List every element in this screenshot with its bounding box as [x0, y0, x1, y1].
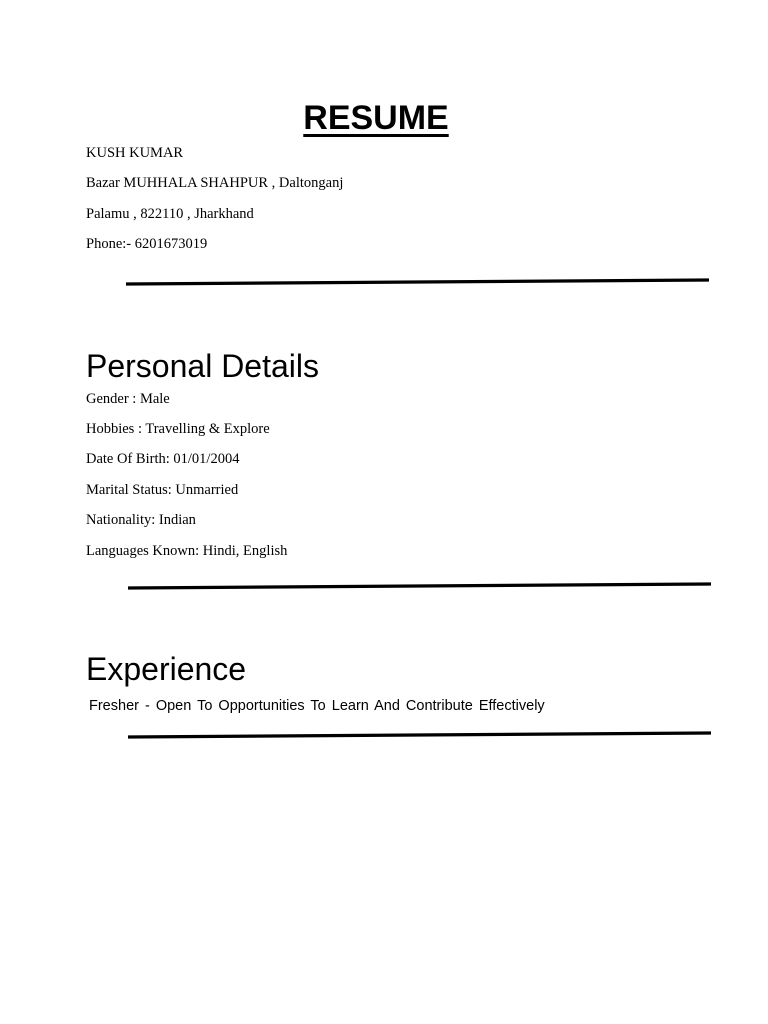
experience-heading: Experience: [86, 651, 247, 687]
section-divider: [128, 731, 712, 736]
personal-marital-status: Marital Status: Unmarried: [86, 482, 239, 498]
experience-text: Fresher - Open To Opportunities To Learn And Contribute Effectively: [89, 698, 545, 714]
resume-title: [0, 98, 752, 138]
contact-name: KUSH KUMAR: [86, 145, 184, 161]
contact-phone: Phone:- 6201673019: [86, 236, 208, 252]
personal-hobbies: Hobbies : Travelling & Explore: [86, 421, 270, 437]
contact-address-line2: Palamu , 822110 , Jharkhand: [86, 206, 254, 222]
resume-title-text: RESUME: [303, 99, 449, 137]
personal-dob: Date Of Birth: 01/01/2004: [86, 451, 240, 467]
personal-languages: Languages Known: Hindi, English: [86, 543, 288, 559]
section-divider: [128, 582, 712, 587]
personal-gender: Gender : Male: [86, 391, 170, 407]
contact-address-line1: Bazar MUHHALA SHAHPUR , Daltonganj: [86, 175, 344, 191]
section-divider: [126, 278, 710, 283]
personal-nationality: Nationality: Indian: [86, 512, 196, 528]
personal-details-heading: Personal Details: [86, 348, 319, 384]
